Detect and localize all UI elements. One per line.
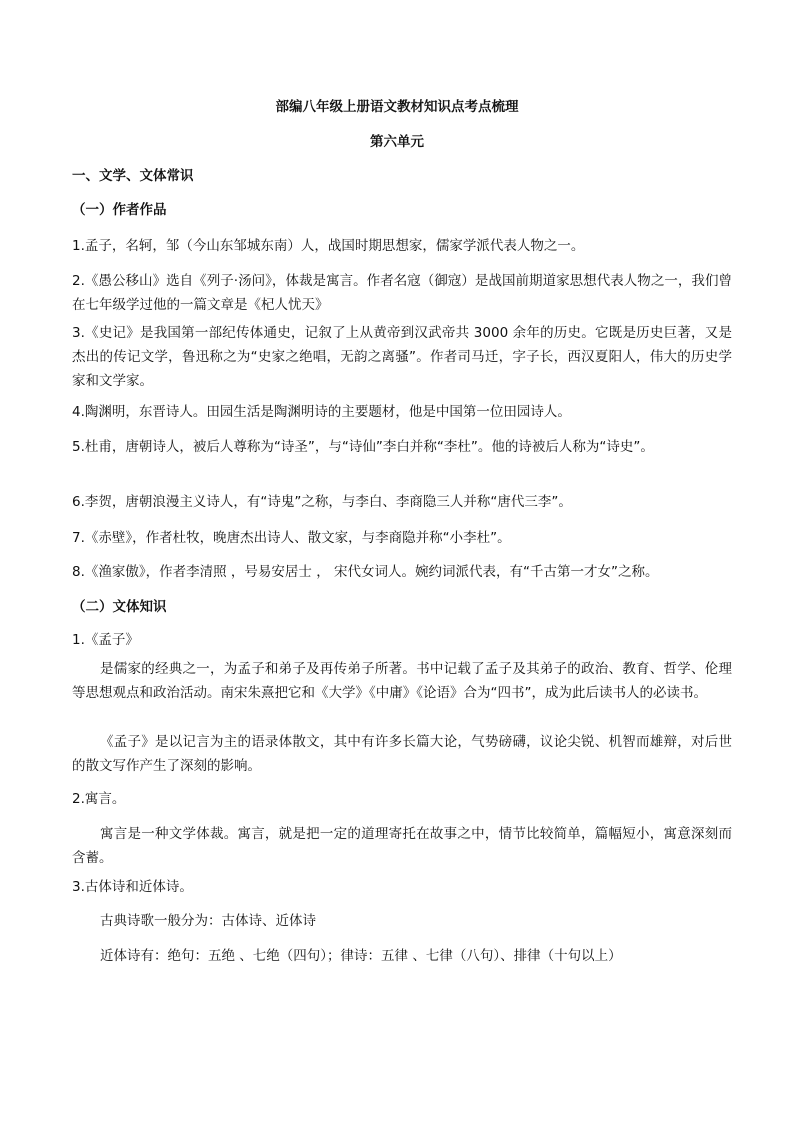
author-item-7: 7.《赤壁》，作者杜牧，晚唐杰出诗人、散文家，与李商隐并称“小李杜”。 [72, 530, 511, 546]
author-item-3: 3.《史记》是我国第一部纪传体通史，记叙了上从黄帝到汉武帝共 3000 余年的历史。它既是历史巨著，又是杰出的传记文学，鲁迅称之为“史家之绝唱，无韵之离骚”。作者司马迁，字子长，西汉夏阳人，伟大的历史学家和文学家。 [72, 325, 732, 389]
genre-paragraph-poetry-1: 古典诗歌一般分为：古体诗、近体诗 [100, 913, 316, 929]
genre-paragraph-mengzi-2: 《孟子》是以记言为主的语录体散文，其中有许多长篇大论，气势磅礴，议论尖锐、机智而雄辩，对后世的散文写作产生了深刻的影响。 [72, 734, 732, 774]
genre-paragraph-poetry-2: 近体诗有：绝句：五绝 、七绝（四句）；律诗：五律 、七律（八句）、排律（十句以上） [100, 948, 622, 964]
genre-title-poetry: 3.古体诗和近体诗。 [72, 879, 193, 895]
genre-title-fable: 2.寓言。 [72, 791, 126, 807]
section-heading-literature: 一、文学、文体常识 [72, 168, 194, 184]
genre-paragraph-fable: 寓言是一种文学体裁。寓言，就是把一定的道理寄托在故事之中，情节比较简单，篇幅短小，寓意深刻而含蓄。 [72, 826, 732, 866]
genre-paragraph-mengzi-1: 是儒家的经典之一，为孟子和弟子及再传弟子所著。书中记载了孟子及其弟子的政治、教育、哲学、伦理等思想观点和政治活动。南宋朱熹把它和《大学》《中庸》《论语》合为“四书”，成为此后读书人的必读书。 [72, 661, 732, 701]
document-title: 部编八年级上册语文教材知识点考点梳理 [275, 99, 519, 115]
genre-title-mengzi: 1.《孟子》 [72, 632, 139, 648]
author-item-6: 6.李贺，唐朝浪漫主义诗人，有“诗鬼”之称，与李白、李商隐三人并称“唐代三李”。 [72, 494, 572, 510]
author-item-5: 5.杜甫，唐朝诗人，被后人尊称为“诗圣”，与“诗仙”李白并称“李杜”。他的诗被后人称为“诗史”。 [72, 439, 654, 455]
unit-title: 第六单元 [370, 134, 424, 150]
author-item-4: 4.陶渊明，东晋诗人。田园生活是陶渊明诗的主要题材，他是中国第一位田园诗人。 [72, 404, 571, 420]
subsection-heading-genres: （二）文体知识 [72, 599, 167, 615]
author-item-8: 8.《渔家傲》，作者李清照 ，号易安居士 ， 宋代女词人。婉约词派代表，有“千古第一才女”之称。 [72, 564, 659, 580]
author-item-2: 2.《愚公移山》选自《列子·汤问》，体裁是寓言。作者名寇（御寇）是战国前期道家思想代表人物之一，我们曾在七年级学过他的一篇文章是《杞人忧天》 [72, 273, 732, 313]
author-item-1: 1.孟子，名轲，邹（今山东邹城东南）人，战国时期思想家，儒家学派代表人物之一。 [72, 238, 585, 254]
subsection-heading-authors: （一）作者作品 [72, 202, 167, 218]
